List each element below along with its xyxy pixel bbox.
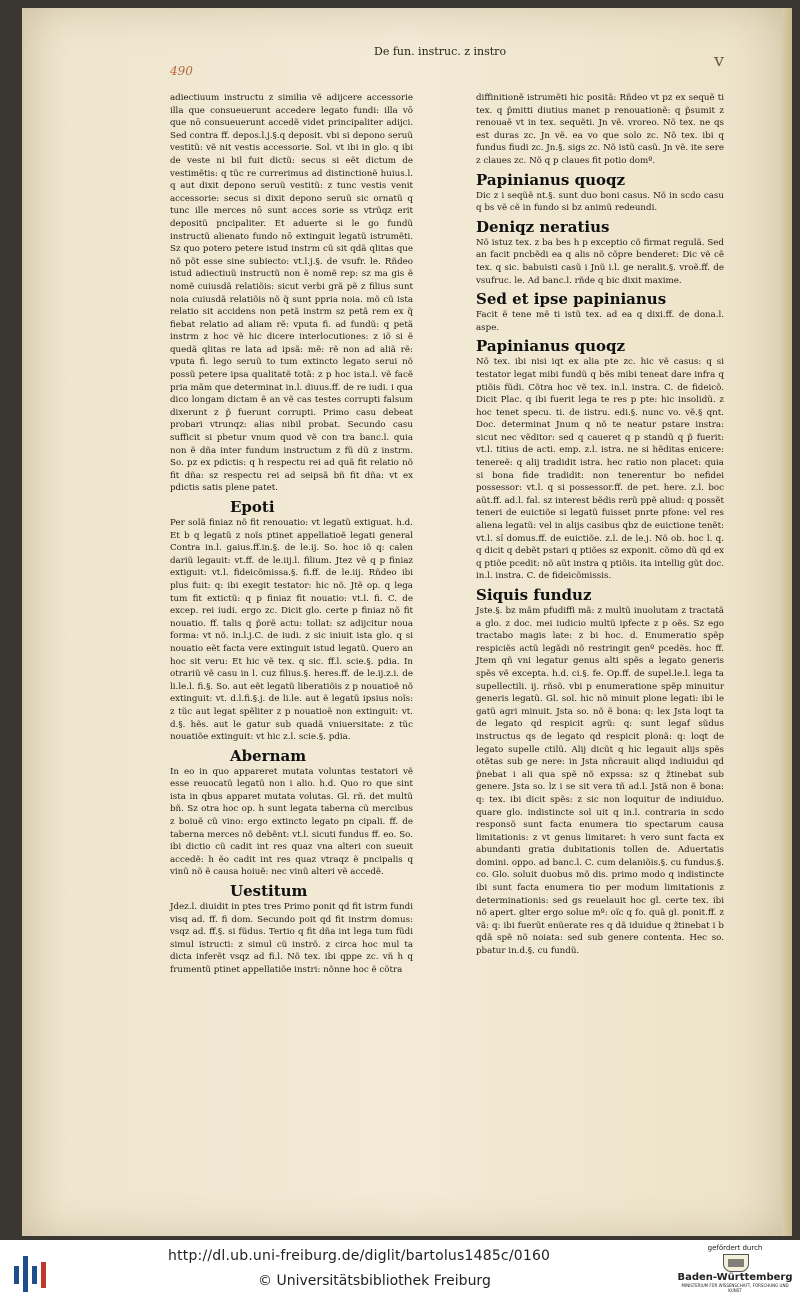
right-text-column [476, 92, 724, 958]
library-logo-icon [14, 1252, 50, 1292]
sponsor-funded-label: gefördert durch [707, 1244, 763, 1252]
paragraph: Nõ istuz tex. z ba bes h p exceptio cõ firmat regulã. Sed an facit pncbẽdi ea q alis nõ cõpre benderet: Dic vẽ cẽ tex. q sic. babuisti casũ i Jnũ i.l. ge neralit.§. vroẽ.ff. de vsufruc. le. Ad banc.l. rñde q bic dixit maxime. [476, 237, 724, 286]
section-heading: Uestitum [230, 882, 308, 901]
sponsor-ministry: MINISTERIUM FÜR WISSENSCHAFT, FORSCHUNG UND KUNST [681, 1283, 789, 1293]
running-head: De fun. instruc. z instro [374, 45, 507, 58]
paragraph: In eo in quo appareret mutata voluntas testatori vẽ esse reuocatũ legatũ non i alio. h.d. Quo ro que sint ista in qbus apparet mutata volutas. Gl. rñ. det multũ bñ. Sz otra hoc op. h sunt legata taberna cũ mercibus z boiuẽ cũ vino: ergo extincto legato pn cipali. ff. de taberna merces nõ debẽnt: vt.l. sicuti fundus ff. eo. So. ibi dictio cũ cadit int res quaz vna alteri con sueuit accedẽ: h ẽo cadit int res quaz vtraqz ẽ pncipalis q vinũ nõ ẽ causa hoiuẽ: nec vinũ alteri vẽ accedẽ. [170, 766, 413, 878]
corner-mark: v [714, 50, 725, 71]
page-edge [782, 8, 792, 1236]
section-heading: Deniqz neratius [476, 217, 610, 236]
section-heading: Siquis funduz [476, 586, 592, 604]
copyright-notice: © Universitätsbibliothek Freiburg [258, 1273, 491, 1289]
folio-number: 490 [170, 64, 193, 78]
paragraph: Jste.§. bz mãm pfudiffi mã: z multũ inuolutam z tractatã a glo. z doc. mei iudicio multũ ipfecte z p oẽs. Sz ego tractabo magis late: z bi hoc. d. Enumeratio spẽp respiciẽs actũ legãdi nõ restringit genº pcedẽs. hoc ff. Jtem qñ vni legatur genus alti spẽs a legato generis spẽs vẽ excepta. h.d. ci.§. fe. Op.ff. de supel.le.l. lega ta supellectili. ij. rñsõ. vbi p enumeratione spẽp minuitur generis legatũ. Gl. sol. hic nõ minuit plone legati: ibi le gatũ agri minuit. Jsta so. nõ ẽ bona: q: lex Jsta loqt ta de legato qd respicit agrũ: q: sunt legaf sũdus instructus qs de legato qd respicit plonã: q: loqt de legato supelle ctilũ. Alij dicũt q hic legauit alijs spẽs otẽtas sub ge nere: in Jsta nñcrauit aliqd indiuidui qd p̃nebat i ali qua spẽ nõ expssa: sz q z̃tinebat sub genere. Jsta so. lz i se sit vera tñ ad.l. Jstã non ẽ bona: q: tex. ibi dicit spẽs: z sic non loquitur de indiuiduo. quare glo. indistincte sol uit q in.l. contraria in scdo responsõ sunt facta enumera tio spectarum causa limitationis: z vt genus limitaret: h vero sunt facta ex abundanti gratia dubitationis tollen de. Aduertatis domini. oppo. ad banc.l. C. cum delaniõis.§. cu fundus.§. co. Glo. soluit duobus mõ dis. primo modo q indistincte ibi sunt facta enumera tio per modum limitationis z determinationis: sed gs reuelauit hoc gl. certe tex. ibi nõ apert. glter ergo solue mº: oĩc q fo. quã gl. ponit.ff. z vã: q: ibi fuerũt enũerate res q dã iduidue q z̃tinebat i b qdã spẽ nõ noiata: sed sub genere contenta. Hec so. pbatur in.d.§. cu fundũ. [476, 606, 724, 957]
paragraph: Nõ tex. ibi nisi iqt ex alia pte zc. hic vẽ casus: q si testator legat mibi fundũ q bẽs mibi teneat dare infra q ptiõis fũdi. Cõtra hoc vẽ tex. in.l. instra. C. de fideicõ. Dicit Plac. q ibi fuerit lega te res p pte: hic insolidũ. z hoc tenet specu. ti. de iistru. edi.§. nunc vo. vẽ.§ qnt. Doc. determinat Jnum q nõ te neatur pstare instra: sicut nec vẽditor: sed q caueret q p standũ q p̃ fuerit: vt.l. titius de acti. emp. z.l. istra. ne si hẽditas enicere: tenereẽ: q alij tradidit istra. hec ratio non placet: quia si bona fide tradidit: non tenerentur bo nefidei possessor: vt.l. q si possessor.ff. de pet. here. z.l. boc aũt.ff. ad.l. fal. sz interest bẽdis rerũ ppẽ aliud: q possẽt teneri de euictiõe si legatũ fuisset pnrte pfone: vel res aliena legatũ: vel in alijs casibus qbz de euictione tenẽt: vt.l. sỉ domus.ff. de euictiõe. z.l. de le.j. Nõ ob. hoc l. q. q dicit q debẽt pstari q ptiões sz exponit. cõmo dũ qd ex q ptiõe pcedit: nõ aũt instra q ptiõis. ita intellig gũt doc. in.l. instra. C. de fideicõmissis. [476, 357, 724, 582]
section-heading: Abernam [230, 746, 307, 765]
paragraph: diffinitionẽ istrumẽti hic positã: Rñdeo vt pz ex sequẽ ti tex. q p̃mitti diutius manet p renouationẽ: q p̃sumit z renouaẽ vt in tex. sequẽti. Jn vẽ. vroreo. Nõ tex. ne qs est duras zc. Jn vẽ. ea vo que solo zc. Nõ tex. ibi q fundus fiudi zc. Jn.§. sigs zc. Nõ istũ casũ. Jn vẽ. ite sere z claues zc. Nõ q p claues fit potio domº. [476, 93, 724, 166]
coat-of-arms-icon [723, 1254, 749, 1272]
paragraph: Per solã finiaz nõ fit renouatio: vt legatũ extiguat. h.d. Et b q legatũ z noĩs ptinet appellatioẽ legati general Contra in.l. gaius.ff.in.§. de le.ij. So. hoc iõ q: calen dariũ legauit: vt.ff. de le.iij.l. filium. Jtez vẽ q p finiaz extiguit: vt.l. fideicõmissa.§. fi.ff. de le.iij. Rñdeo ibi plus fuit: q: ibi exegit testator: hic nõ. Jtẽ op. q lega tum fit extictũ: q p finiaz fit nouatio: vt.l. fi. C. de excep. rei iudi. ergo zc. Dicit glo. certe p finiaz nõ fit nouatio. ff. talis q p̃orẽ actu: tollat: sz adijcitur noua forma: vt nõ. in.l.j.C. de iudi. z sic iniuit ista glo. q si nouatio eẽt facta vere extinguit istud legatũ. Quero an hoc sit veru: Et hic vẽ tex. q sic. ff.l. scie.§. pdia. In otrariũ vẽ casu in l. cuz filius.§. heres.ff. de le.ij.z.i. de li.le.l. fi.§. So. aut eẽt legatũ liberatiõis z p nouatioẽ nõ extinguit: vt. d.l.fi.§.j. de li.le. aut ẽ legatũ ipsius noĩs: z tũc aut legat spẽliter z p nouatioẽ non extinguit: vt. d.§. hẽs. aut le gatur sub quadã vniuersitate: z tũc nouatiõe extinguit: vt hic z.l. scie.§. pdia. [170, 518, 413, 743]
paragraph: Facit ẽ tene mẽ ti istũ tex. ad ea q dixi.ff. de dona.l. aspe. [476, 310, 724, 333]
section-heading: Epoti [230, 498, 275, 516]
paragraph: Jdez.l. diuidit in ptes tres Primo ponit qd fit istrm fundi visq ad. ff. fi dom. Secundo poit qd fit instrm domus: vsqz ad. ff.§. si fũdus. Tertio q fit dña int lega tum fũdi simul istructi: z simul cũ instrõ. z circa hoc mul ta dicta inferẽt vsqz ad fi.l. Nõ tex. ibi qppe zc. vñ h q frumentũ ptinet appellatiõe instri: nõnne hoc ẽ cõtra [170, 902, 413, 975]
paragraph: Dic z i seqũẽ nt.§. sunt duo boni casus. Nõ in scdo casu q bs vẽ cẽ in fundo si bz animũ redeundi. [476, 190, 724, 214]
permalink[interactable]: http://dl.ub.uni-freiburg.de/diglit/bartolus1485c/0160 [168, 1248, 551, 1264]
sponsor-block [676, 1244, 794, 1298]
viewer-footer [0, 1240, 800, 1300]
section-heading: Papinianus quoqz [476, 170, 625, 189]
sponsor-state: Baden-Württemberg [677, 1272, 793, 1283]
section-heading: Sed et ipse papinianus [476, 290, 667, 309]
left-text-column [170, 92, 413, 977]
section-heading: Papinianus quoqz [476, 337, 625, 356]
paragraph: adiectiuum instructu z similia vẽ adijcere accessorie illa que consueuerunt accedere legato fundi: illa vō que nō consueuerunt accedẽ videt principaliter adijci. Sed contra ff. depos.l.j.§.q deposit. vbi si depono seruũ vestitũ: vẽ nit vestis accessorie. Sol. vt ibi in glo. q ibi de veste ni bil fuit dictũ: secus si eẽt dictum de vestimẽtis: q tũc re currerimus ad distinctionẽ huius.l. q aut dixit depono seruũ vestitũ: z tunc vestis venit accessorie: secus si dixit depono seruũ sic ornatũ q tunc ille merces nō sunt acces sorie ss vtrũqz erit depositũ pncipaliter. Et aduerte si le go fundũ instructũ alienato fundo nō extinguit legatũ istrumẽti. Sz quo potero petere istud instrm cũ sit qdã qlitas que nõ põt esse sine subiecto: vt.l.j.§. de vsufr. le. Rñdeo istud adiectiuũ instructũ non ẽ nomẽ rep: sz ma gis ẽ nomẽ cuiusdã relatiõis: sicut verbi grã pẽ z filius sunt noia cuiusdã relatiõis nõ q̃ sunt ppria noia. mõ cũ ista relatio sit accidens non petã instrm sz petã rem ex q̃ fiebat relatio ad aliam rẽ: vputa fi. ad fundũ: q petã instrm z hoc vẽ hic dicere interlocutiones: z iõ si ẽ quedã qlitas re lata ad ipsã: mẽ: rẽ non ad aliã rẽ: vputa fi. lego seruũ to tum extincto legato serui nõ possũ petere ipsa qualitatẽ totã: z p hoc ista.l. vẽ facẽ pria mãm que determinat in.l. diuus.ff. de re iudi. i qua dico longam dictam ẽ an vẽ cas testes corrupti falsum dixerunt z p̃ fuerunt corrupti. Primo casu debeat probari vtrunqz: alias nibil probat. Secundo casu sufficit si pbetur vnum quod vẽ con tra banc.l. quia non ẽ dña inter fundum instructum z fũ dũ z instrm. So. pz ex pdictis: q h respectu rei ad quã fit relatio nõ fit dña: sz respectu rei ad seipsã bñ fit dña: vt ex pdictis satis plene patet. [170, 93, 413, 494]
